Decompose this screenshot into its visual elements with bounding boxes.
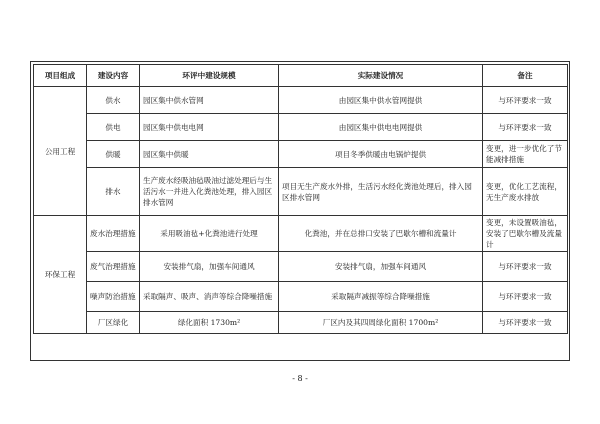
content-cell: 供电	[87, 114, 140, 141]
content-cell: 厂区绿化	[87, 312, 140, 334]
actual-cell: 项目无生产废水外排，生活污水经化粪池处理后，排入园区排水管网	[279, 168, 483, 216]
group-label: 公用工程	[34, 87, 87, 216]
planned-cell: 园区集中供电电网	[140, 114, 279, 141]
header-actual: 实际建设情况	[279, 65, 483, 87]
note-cell: 与环评要求一致	[483, 114, 568, 141]
actual-cell: 化粪池，并在总排口安装了巴歇尔槽和流量计	[279, 216, 483, 252]
content-cell: 噪声防治措施	[87, 282, 140, 312]
table-row	[34, 87, 568, 114]
note-cell: 变更，未设置吸油毡，安装了巴歇尔槽及流量计	[483, 216, 568, 252]
planned-cell: 生产废水经吸油毡吸油过滤处理后与生活污水一并进入化粪池处理，排入园区排水管网	[140, 168, 279, 216]
content-cell: 废气治理措施	[87, 252, 140, 282]
note-cell: 与环评要求一致	[483, 312, 568, 334]
actual-cell: 采取隔声减振等综合降噪措施	[279, 282, 483, 312]
actual-cell: 厂区内及其四周绿化面积 1700m²	[279, 312, 483, 334]
planned-cell: 园区集中供暖	[140, 141, 279, 168]
planned-cell: 绿化面积 1730m²	[140, 312, 279, 334]
content-cell: 供暖	[87, 141, 140, 168]
header-content: 建设内容	[87, 65, 140, 87]
note-cell: 变更，优化工艺流程，无生产废水排放	[483, 168, 568, 216]
table-row	[34, 114, 568, 141]
table-row	[34, 216, 568, 252]
group-label: 环保工程	[34, 216, 87, 334]
content-cell: 供水	[87, 87, 140, 114]
page-number: - 8 -	[292, 374, 308, 383]
header-project: 项目组成	[34, 65, 87, 87]
table-row	[34, 312, 568, 334]
header-note: 备注	[483, 65, 568, 87]
table-row	[34, 252, 568, 282]
planned-cell: 采用吸油毡+化粪池进行处理	[140, 216, 279, 252]
content-cell: 废水治理措施	[87, 216, 140, 252]
planned-cell: 安装排气扇，加强车间通风	[140, 252, 279, 282]
planned-cell: 采取隔声、吸声、消声等综合降噪措施	[140, 282, 279, 312]
actual-cell: 项目冬季供暖由电锅炉提供	[279, 141, 483, 168]
table-header-row	[34, 65, 568, 87]
actual-cell: 由园区集中供水管网提供	[279, 87, 483, 114]
table-row	[34, 282, 568, 312]
note-cell: 与环评要求一致	[483, 282, 568, 312]
actual-cell: 安装排气扇，加强车间通风	[279, 252, 483, 282]
header-planned: 环评中建设规模	[140, 65, 279, 87]
table-row	[34, 141, 568, 168]
comparison-table	[33, 64, 568, 334]
table-row	[34, 168, 568, 216]
note-cell: 与环评要求一致	[483, 87, 568, 114]
content-cell: 排水	[87, 168, 140, 216]
planned-cell: 园区集中供水管网	[140, 87, 279, 114]
note-cell: 变更，进一步优化了节能减排措施	[483, 141, 568, 168]
note-cell: 与环评要求一致	[483, 252, 568, 282]
actual-cell: 由园区集中供电电网提供	[279, 114, 483, 141]
